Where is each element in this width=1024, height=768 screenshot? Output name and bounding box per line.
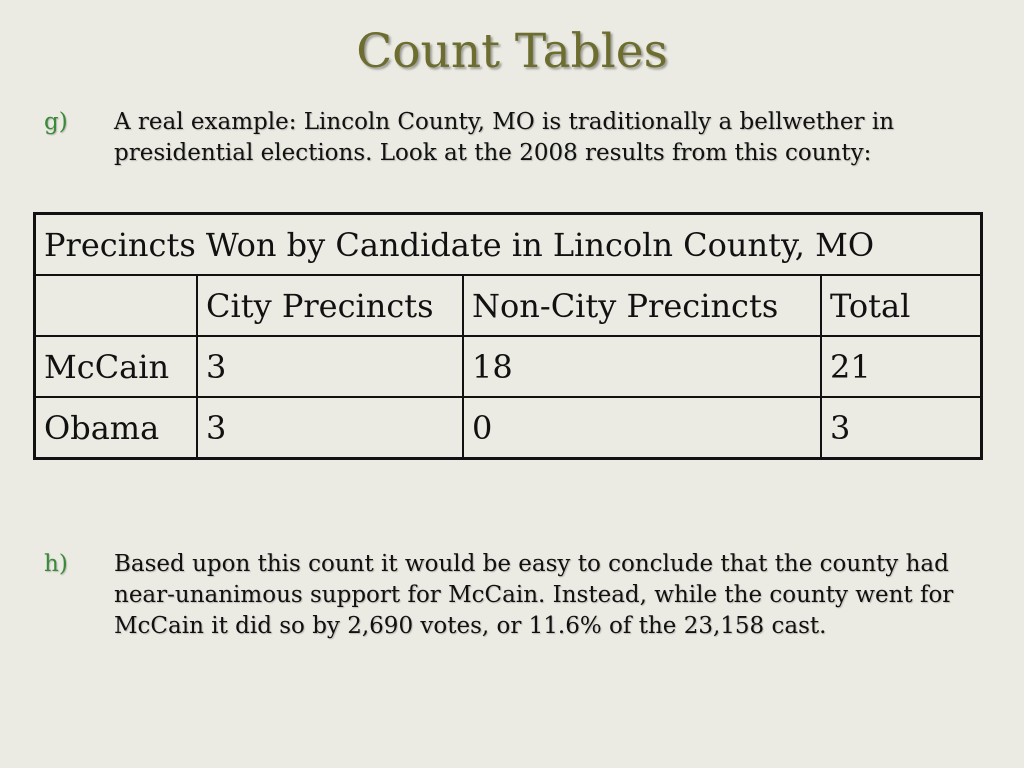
table-cell: 3 [197,336,463,397]
table-header-cell: City Precincts [197,275,463,336]
table-caption: Precincts Won by Candidate in Lincoln County, MO [35,214,982,276]
table-cell: Obama [35,397,198,459]
table-row [35,336,982,397]
bullet-text: Based upon this count it would be easy to conclude that the county had near-unanimous support for McCain. Instead, while the county went for McCain it did so by 2,690 votes, or 11.6% of the 23,158 cast. [114,551,954,639]
table-header-cell [35,275,198,336]
table-cell: 3 [197,397,463,459]
table-cell: 3 [821,397,982,459]
table-cell: 18 [463,336,821,397]
count-table [33,212,983,460]
table-header-cell: Non-City Precincts [463,275,821,336]
table-cell: 0 [463,397,821,459]
table-header-cell: Total [821,275,982,336]
bullet-text: A real example: Lincoln County, MO is traditionally a bellwether in presidential elections. Look at the 2008 results from this county: [114,109,895,166]
table-caption-row [35,214,982,276]
bullet-marker: g) [44,109,68,135]
table-cell: McCain [35,336,198,397]
bullet-marker: h) [44,551,68,577]
slide-title: Count Tables [356,24,668,79]
table-cell: 21 [821,336,982,397]
table-row [35,397,982,459]
table-header-row [35,275,982,336]
